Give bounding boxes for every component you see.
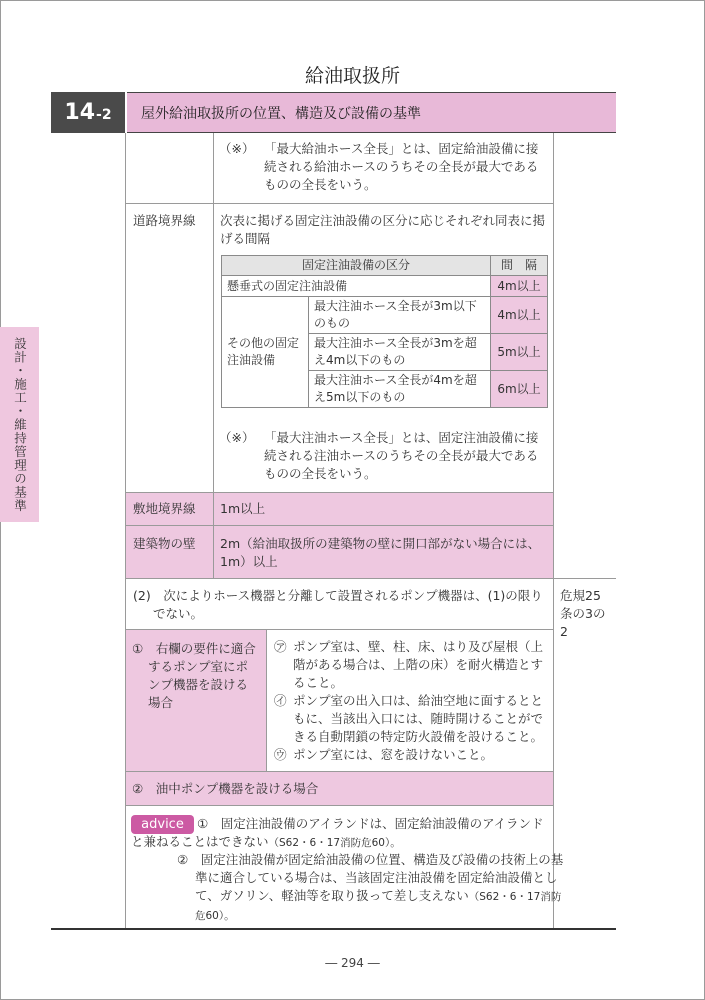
- row-value: 6m以上: [491, 371, 548, 408]
- note-max-hose-length: [219, 140, 549, 194]
- section-title: 屋外給油取扱所の位置、構造及び設備の基準: [127, 92, 616, 133]
- row-condition: 最大注油ホース全長が3m以下のもの: [309, 297, 491, 334]
- grid-line: [126, 525, 553, 526]
- grid-line: [125, 133, 126, 929]
- grid-line: [126, 805, 553, 806]
- section-number-sub: -2: [96, 107, 112, 123]
- site-boundary-value: 1m以上: [220, 501, 266, 516]
- section-heading: [51, 92, 616, 133]
- grid-line: [126, 578, 616, 579]
- row-condition: 最大注油ホース全長が3mを超え4m以下のもの: [309, 334, 491, 371]
- row-category: 懸垂式の固定注油設備: [222, 276, 491, 297]
- note-text: 「最大給油ホース全長」とは、固定給油設備に接続される給油ホースのうちその全長が最大であるものの全長をいう。: [264, 141, 539, 192]
- advice-item-number: ②: [177, 852, 189, 867]
- advice-item-ref: （S62・6・17消防危60）。: [195, 891, 562, 922]
- list-item: [271, 746, 549, 764]
- bottom-rule: [51, 928, 616, 930]
- building-wall-label: 建築物の壁: [133, 536, 196, 551]
- pump-room-requirements: [271, 638, 549, 764]
- table-row: [222, 276, 548, 297]
- note-mark: （※）: [219, 430, 255, 445]
- list-item: [271, 692, 549, 746]
- advice-item-text: 固定注油設備が固定給油設備の位置、構造及び設備の技術上の基準に適合している場合は、当該固定注油設備を固定給油設備として、ガソリン、軽油等を取り扱って差し支えない: [195, 852, 564, 903]
- dispenser-interval-table: [221, 255, 548, 408]
- grid-line: [126, 629, 553, 630]
- item-marker: ㋑: [274, 693, 287, 708]
- advice-item-ref: （S62・6・17消防危60）。: [268, 837, 401, 849]
- grid-line: [553, 133, 554, 929]
- item-text: ポンプ室は、壁、柱、床、はり及び屋根（上階がある場合は、上階の床）を耐火構造とすること。: [293, 639, 544, 690]
- row-condition: 最大注油ホース全長が4mを超え5m以下のもの: [309, 371, 491, 408]
- pump-room-label: ① 右欄の要件に適合するポンプ室にポンプ機器を設ける場合: [132, 641, 256, 710]
- row-value: 4m以上: [491, 297, 548, 334]
- header-interval: 間 隔: [491, 256, 548, 276]
- item-text: ポンプ室の出入口は、給油空地に面するとともに、当該出入口には、随時開けることができる自動閉鎖の特定防火設備を設けること。: [293, 693, 544, 744]
- advice-item-1: [131, 815, 551, 852]
- road-boundary-text: 次表に掲げる固定注油設備の区分に応じそれぞれ同表に掲げる間隔: [220, 213, 546, 246]
- item-2-ref: 危規25条の3の2: [560, 588, 606, 639]
- grid-line: [266, 630, 267, 772]
- advice-item-number: ①: [197, 816, 209, 831]
- section-number-main: 14: [64, 100, 96, 125]
- section-number: [51, 92, 127, 133]
- note-mark: （※）: [219, 141, 255, 156]
- other-dispenser-label: その他の固定注油設備: [222, 297, 309, 408]
- oil-pump-label: ② 油中ポンプ機器を設ける場合: [132, 781, 319, 796]
- note-text: 「最大注油ホース全長」とは、固定注油設備に接続される注油ホースのうちその全長が最大であるものの全長をいう。: [264, 430, 539, 481]
- grid-line: [213, 133, 214, 578]
- table-header-row: [222, 256, 548, 276]
- item-text: ポンプ室には、窓を設けないこと。: [293, 747, 494, 762]
- side-tab: 設計・施工・維持管理の基準: [0, 327, 39, 522]
- building-wall-value: 2m（給油取扱所の建築物の壁に開口部がない場合には、1m）以上: [220, 536, 541, 569]
- row-value: 4m以上: [491, 276, 548, 297]
- advice-item-2: [177, 851, 569, 925]
- item-marker: ㋐: [274, 639, 287, 654]
- row-value: 5m以上: [491, 334, 548, 371]
- advice-item-text: 固定注油設備のアイランドは、固定給油設備のアイランドと兼ねることはできない: [131, 816, 544, 849]
- site-boundary-label: 敷地境界線: [133, 501, 196, 516]
- header-category: 固定注油設備の区分: [222, 256, 491, 276]
- list-item: [271, 638, 549, 692]
- table-row: [222, 297, 548, 334]
- item-marker: ㋒: [274, 747, 287, 762]
- note-max-nozzle-hose-length: [219, 429, 549, 483]
- page-number: ― 294 ―: [325, 956, 380, 970]
- grid-line: [126, 771, 553, 772]
- grid-line: [126, 203, 553, 204]
- advice-badge: advice: [131, 815, 194, 834]
- grid-line: [126, 492, 553, 493]
- item-2-text: (2) 次によりホース機器と分離して設置されるポンプ機器は、(1)の限りでない。: [133, 588, 543, 621]
- road-boundary-label: 道路境界線: [133, 213, 196, 228]
- chapter-title: 給油取扱所: [304, 65, 400, 87]
